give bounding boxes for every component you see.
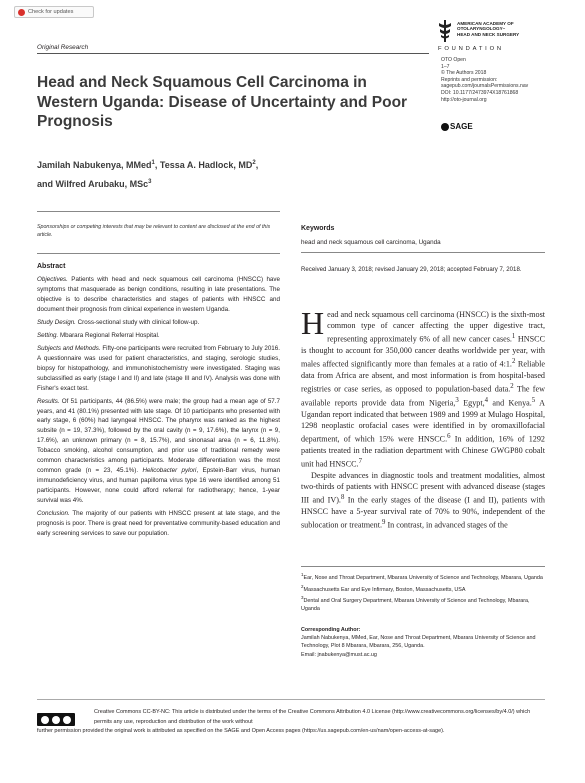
keywords-divider (301, 252, 545, 253)
citation[interactable]: 3 (455, 396, 459, 404)
cc-by-nc-icon (37, 713, 75, 726)
subjects-text: Fifty-one participants were recruited from February to July 2016. A questionnaire was used for patient characteristics, and staging, serologic studies, biopsy for histopathology, and immunohistochemistry were investigated. Staging was subclassified as early (stage I and II) and late (stage III and IV). Analysis was done with Fisher's exact test. (37, 344, 280, 392)
author-3-affil: 3 (148, 178, 152, 185)
journal-logo (438, 20, 578, 60)
sage-logo (441, 122, 473, 131)
abstract-design (37, 318, 280, 328)
author-2-affil: 2 (252, 160, 256, 166)
conclusion-text: The majority of our patients with HNSCC present at late stage, and the prognosis is poor. There is great need for preventative community-based education and early screening services to save our population. (37, 509, 280, 537)
subjects-label: Subjects and Methods. (37, 344, 101, 352)
corresponding-email[interactable]: Email: jnabukenya@must.ac.ug (301, 651, 377, 658)
body-text: and Kenya. (488, 398, 532, 408)
article-body (301, 305, 546, 530)
sage-circle-icon (441, 123, 449, 131)
citation[interactable]: 2 (510, 383, 514, 390)
citation[interactable]: 4 (484, 396, 489, 404)
results-species: Helicobacter pylori (142, 466, 197, 474)
check-for-updates-badge[interactable] (14, 6, 94, 18)
meta-pages: 1–7 (441, 63, 450, 70)
abstract (37, 262, 280, 542)
license-text-1: Creative Commons CC-BY-NC: This article is distributed under the terms of the Creative Commons Attribution 4.0 License (http://www.creativecommons.org/licenses/by/4.0/) which permits any use, reproduction and distribution of the work without (94, 709, 531, 725)
affiliation-text: Ear, Nose and Throat Department, Mbarara University of Science and Technology, Mbarara, Uganda (303, 574, 543, 581)
results-label: Results. (37, 397, 60, 405)
sponsorship-note: Sponsorships or competing interests that may be relevant to content are disclosed at the end of this article. (37, 224, 271, 238)
meta-reprints: Reprints and permission: (441, 76, 498, 83)
license-divider (37, 699, 545, 700)
affiliation-2 (301, 583, 545, 594)
sponsor-divider-top (37, 211, 280, 212)
affiliation-number: 2 (301, 583, 304, 589)
article-title: Head and Neck Squamous Cell Carcinoma in Western Uganda: Disease of Uncertainty and Poor Prognosis (37, 74, 408, 130)
results-text-b: , Epstein-Barr virus, human immunodeficiency virus, and human papilloma virus type 16 were identified among 51 participants. However, none could afford referral for radiotherapy; hence, 1-year survival was 4%. (37, 466, 280, 504)
citation[interactable]: 2 (511, 358, 516, 366)
body-text: Despite advances in diagnostic tools and treatment modalities, almost two-thirds of patients with HNSCC present with advanced disease (stages III and IV). (301, 470, 545, 505)
affiliations-divider (301, 566, 545, 567)
keywords-heading: Keywords (301, 225, 335, 232)
body-paragraph-1 (301, 305, 546, 470)
journal-foundation-label: FOUNDATION (438, 46, 504, 52)
citation[interactable]: 5 (531, 396, 536, 404)
author-sep: , (255, 160, 259, 170)
abstract-results (37, 397, 280, 506)
cc-circle-icon (41, 716, 49, 724)
by-circle-icon (52, 716, 60, 724)
setting-label: Setting. (37, 331, 59, 339)
author-2: , Tessa A. Hadlock, MD (154, 160, 253, 170)
citation[interactable]: 9 (382, 518, 386, 526)
journal-org-name: AMERICAN ACADEMY OF OTOLARYNGOLOGY– HEAD AND NECK SURGERY (457, 21, 520, 37)
conclusion-label: Conclusion. (37, 509, 70, 517)
article-type: Original Research (37, 44, 89, 51)
received-dates: Received January 3, 2018; revised January 29, 2018; accepted February 7, 2018. (301, 266, 522, 273)
keywords-text: head and neck squamous cell carcinoma, Uganda (301, 239, 441, 246)
affiliations (301, 571, 545, 614)
caduceus-logo-icon (438, 20, 452, 42)
sage-label: SAGE (450, 122, 473, 131)
body-text: In contrast, in advanced stages of the (385, 520, 508, 530)
abstract-objectives (37, 275, 280, 315)
author-list (37, 155, 397, 192)
design-label: Study Design. (37, 318, 76, 326)
body-text: Egypt, (458, 398, 485, 408)
article-metadata (441, 57, 581, 103)
citation[interactable]: 7 (358, 457, 362, 465)
author-1-affil: 1 (151, 160, 155, 166)
citation[interactable]: 6 (447, 432, 451, 440)
affiliation-text: Massachusetts Ear and Eye Infirmary, Boston, Massachusetts, USA (303, 586, 466, 593)
setting-text: Mbarara Regional Referral Hospital. (58, 331, 160, 339)
objectives-label: Objectives. (37, 275, 68, 283)
meta-permissions-link[interactable]: sagepub.com/journalsPermissions.nav (441, 83, 529, 90)
corresponding-author (301, 626, 545, 659)
corresponding-heading: Corresponding Author: (301, 627, 361, 633)
body-text: ead and neck squamous cell carcinoma (HNSCC) is the sixth-most common type of cancer affecting the upper digestive tract, representing approximately 6% of all new cancer cases. (327, 310, 545, 344)
corresponding-text: Jamilah Nabukenya, MMed, Ear, Nose and Throat Department, Mbarara University of Science and Technology, Plot 8 Mbarara, Mbarara, 256, Uganda. (301, 635, 536, 650)
citation[interactable]: 1 (511, 333, 516, 341)
citation[interactable]: 8 (340, 493, 345, 501)
check-for-updates-label: Check for updates (28, 9, 74, 15)
design-text: Cross-sectional study with clinical follow-up. (75, 318, 200, 326)
affiliation-1 (301, 571, 545, 582)
meta-journal-url[interactable]: http://oto-journal.org (441, 96, 487, 103)
affiliation-3 (301, 594, 545, 613)
affiliation-text: Dental and Oral Surgery Department, Mbarara University of Science and Technology, Mbarara, Uganda (301, 597, 530, 613)
abstract-heading: Abstract (37, 263, 66, 270)
crossmark-icon (18, 9, 25, 16)
body-text: In addition, 16% of 1292 patients treated in the radiation department with Chinese GWGP80 cobalt unit had HNSCC. (301, 434, 545, 469)
body-paragraph-2 (301, 470, 545, 531)
nc-circle-icon (63, 716, 71, 724)
body-text: Reliable data from Africa are absent, and most information is from hospital-based registries or case series, as opposed to population-based data. (301, 359, 545, 394)
objectives-text: Patients with head and neck squamous cell carcinoma (HNSCC) have symptoms that masquerade as benign conditions, resulting in late presentations. The objective is to describe characteristics and stages of patients with HNSCC and document their prognosis from clinical experience in western Uganda. (37, 275, 280, 313)
body-text: In the early stages of the disease (I and II), patients with HNSCC have a 5-year survival rate of 70% to 90%, independent of the sublocation or treatment. (301, 495, 545, 530)
body-text: HNSCC is thought to account for 350,000 cancer deaths worldwide per year, with males affected significantly more than females at a ratio of 4:1. (301, 334, 545, 369)
sponsor-divider-bottom (37, 253, 280, 254)
license-text-2: further permission provided the original work is attributed as specified on the SAGE and Open Access pages (https://us.sagepub.com/en-us/nam/open-access-at-sage). (37, 728, 445, 734)
affiliation-number: 1 (301, 572, 304, 577)
author-3: and Wilfred Arubaku, MSc (37, 178, 149, 189)
meta-journal: OTO Open (441, 57, 466, 63)
abstract-subjects (37, 344, 280, 394)
results-text-a: Of 51 participants, 44 (86.5%) were male; the group had a mean age of 57.7 years, and 41 (80.1%) presented with late stage. Of 10 participants who presented with early stage, 6 (60%) had laryngeal HNSCC. The pharynx was ranked as the highest subsite (n = 19, 37.3%), followed by the oral cavity (n = 9, 17.6%), the larynx (n = 9, 17.6%), an unknown primary (n = 8, 15.7%), and sinonasal area (n = 6, 11.8%). Tobacco smoking, alcohol consumption, and prior use of traditional remedy were common characteristics among participants. Moderate differentiation was the most common grade (n = 23, 45.1%). (37, 397, 280, 474)
abstract-setting (37, 331, 280, 341)
drop-cap: H (301, 305, 325, 341)
affiliation-number: 3 (301, 595, 304, 601)
meta-copyright: © The Authors 2018 (441, 70, 487, 77)
body-text: The few available reports provide data from Nigeria, (301, 384, 545, 408)
header-divider (37, 53, 429, 54)
meta-doi[interactable]: DOI: 10.1177/2473974X18761868 (441, 89, 519, 96)
body-text: A Ugandan report indicated that between 1989 and 1999 at Mulago Hospital, 1298 neoplastic orofacial cases were identified in by oromaxillofacial department, of which 15% were HNSCC. (301, 398, 546, 444)
author-1: Jamilah Nabukenya, MMed (37, 160, 152, 170)
abstract-conclusion (37, 509, 280, 539)
